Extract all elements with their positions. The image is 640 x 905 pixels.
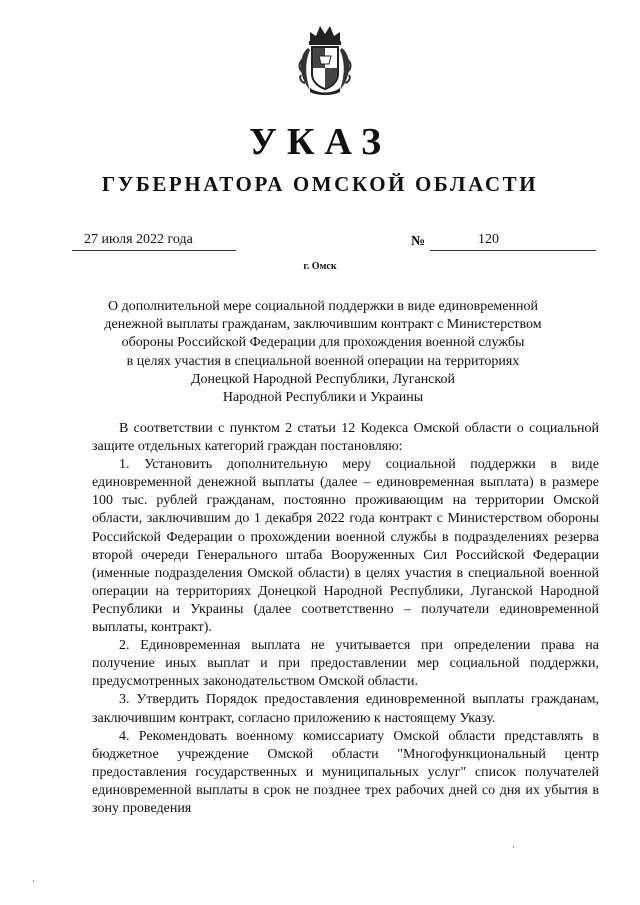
date-underline [72, 250, 236, 251]
document-title: УКАЗ [249, 121, 391, 163]
document-heading: О дополнительной мере социальной поддержки в виде единовременной денежной выплаты гражданам, заключившим контракт с Министерством обороны Российской Федерации для прохождения военной службы в целях участия в специальной военной операции на территориях Донецкой Народной Республики, Луганской Народной Республики и Украины [104, 299, 542, 406]
coat-of-arms-emblem [296, 20, 354, 96]
paragraph-1: 1. Установить дополнительную меру социальной поддержки в виде единовременной денежной выплаты (далее – единовременная выплата) в размере 100 тыс. рублей гражданам, постоянно проживающим на территории Омской области, заключившим до 1 декабря 2022 года контракт с Министерством обороны Российской Федерации о прохождении военной службы в подразделениях резерва второй очереди Генерального штаба Вооруженных Сил Российской Федерации (именные подразделения Омской области) в целях участия в специальной военной операции на территориях Донецкой Народной Республики, Луганской Народной Республики и Украины (далее соответственно – получатели единовременной выплаты, контракт). [92, 457, 599, 636]
paragraph-2: 2. Единовременная выплата не учитывается при определении права на получение иных выплат и при предоставлении мер социальной поддержки, предусмотренных законодательством Омской области. [92, 638, 599, 690]
document-subtitle: ГУБЕРНАТОРА ОМСКОЙ ОБЛАСТИ [101, 172, 539, 196]
paragraph-4: 4. Рекомендовать военному комиссариату Омской области представлять в бюджетное учреждение Омской области "Многофункциональный центр предоставления государственных и муниципальных услуг" список получателей единовременной выплаты в срок не позднее трех рабочих дней со дня их убытия в зону проведения [92, 728, 599, 816]
paragraph-3: 3. Утвердить Порядок предоставления единовременной выплаты гражданам, заключившим контракт, согласно приложению к настоящему Указу. [92, 692, 599, 726]
paragraph-preamble: В соответствии с пунктом 2 статьи 12 Кодекса Омской области о социальной защите отдельных категорий граждан постановляю: [92, 421, 599, 455]
scan-speck [33, 880, 34, 882]
document-body [92, 420, 599, 818]
document-number: 120 [478, 232, 499, 247]
document-date: 27 июля 2022 года [84, 232, 193, 247]
number-label: № [411, 234, 426, 249]
number-underline [430, 250, 596, 251]
scan-speck [513, 846, 514, 848]
document-city: г. Омск [303, 261, 337, 272]
